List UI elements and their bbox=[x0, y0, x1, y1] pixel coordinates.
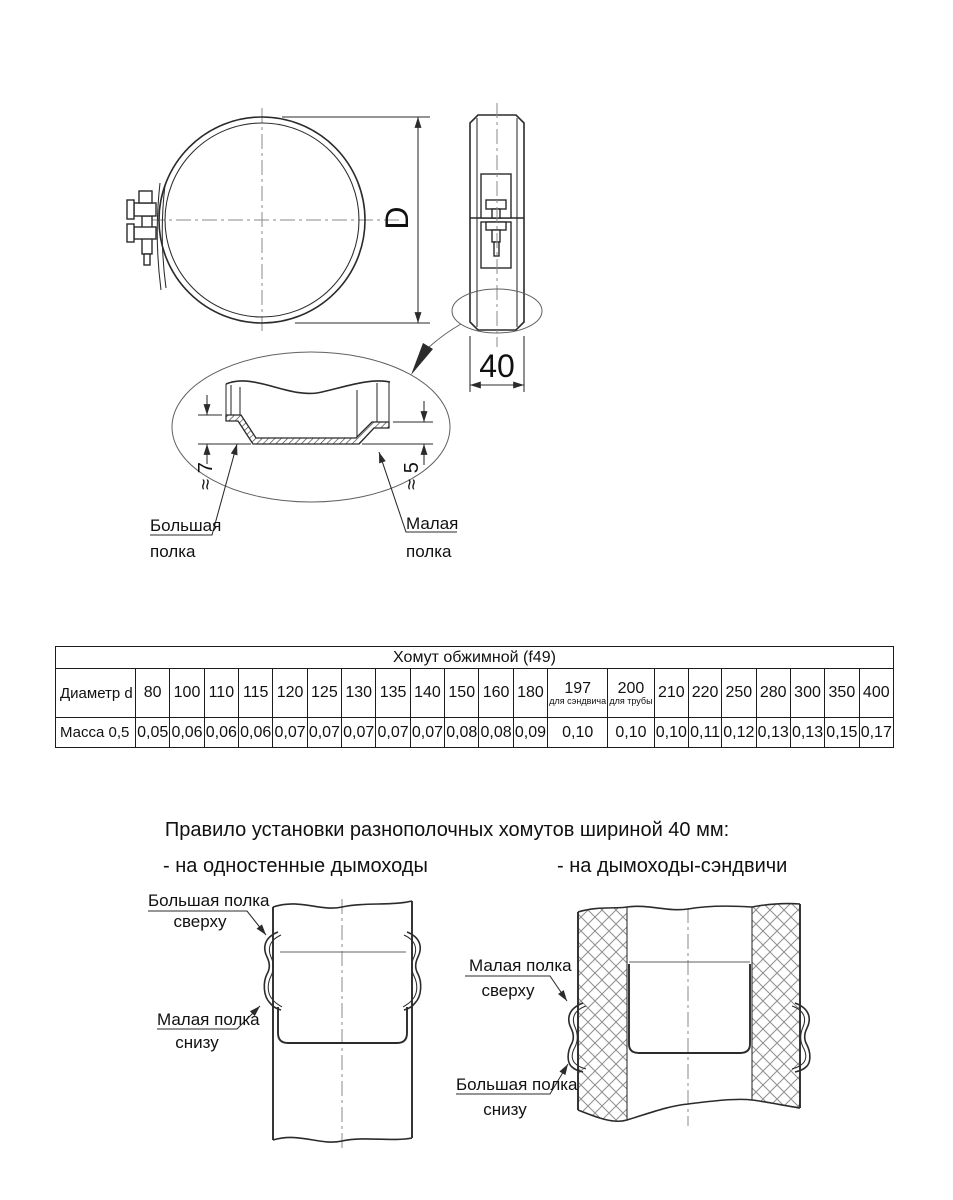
diameter-cell: 400 bbox=[859, 669, 893, 718]
diameter-cell: 140 bbox=[410, 669, 444, 718]
diameter-cell: 300 bbox=[790, 669, 824, 718]
label-line1: Малая полка bbox=[469, 956, 572, 975]
diameter-note: для сэндвича bbox=[549, 695, 607, 706]
single-wall-diagram bbox=[148, 891, 421, 1149]
mass-row bbox=[56, 718, 894, 748]
rules-title: Правило установки разнополочных хомутов шириной 40 мм: bbox=[164, 819, 730, 841]
table-title: Хомут обжимной (f49) bbox=[56, 647, 894, 669]
diameter-cell: 80 bbox=[136, 669, 170, 718]
diameter-cell: 350 bbox=[825, 669, 859, 718]
diameter-cell: 120 bbox=[273, 669, 307, 718]
mass-cell: 0,05 bbox=[136, 718, 170, 748]
diameter-cell: 160 bbox=[479, 669, 513, 718]
mass-cell: 0,12 bbox=[722, 718, 756, 748]
band-section bbox=[226, 415, 389, 444]
mass-cell: 0,08 bbox=[445, 718, 479, 748]
label-line1: Большая полка bbox=[456, 1075, 578, 1094]
diameter-cell: 250 bbox=[722, 669, 756, 718]
rules-left-subtitle: - на одностенные дымоходы bbox=[163, 855, 428, 877]
mass-cell: 0,07 bbox=[342, 718, 376, 748]
rules-right-subtitle: - на дымоходы-сэндвичи bbox=[557, 855, 788, 877]
diameter-cell: 110 bbox=[204, 669, 238, 718]
diameter-cell: 130 bbox=[342, 669, 376, 718]
mass-cell: 0,13 bbox=[790, 718, 824, 748]
diameter-cell: 220 bbox=[689, 669, 722, 718]
dim-width-label: 40 bbox=[479, 348, 515, 384]
dim-5-label: ≈ 5 bbox=[401, 462, 423, 490]
dimension-diameter bbox=[282, 117, 430, 323]
diameter-cell: 280 bbox=[756, 669, 790, 718]
detail-view bbox=[150, 352, 458, 561]
mass-cell: 0,07 bbox=[410, 718, 444, 748]
diameter-cell: 210 bbox=[654, 669, 688, 718]
diameter-cell: 200 для трубы bbox=[608, 669, 654, 718]
diameter-cell: 115 bbox=[239, 669, 273, 718]
bolt-lock bbox=[127, 191, 156, 265]
label-line1: Большая полка bbox=[148, 891, 270, 910]
sandwich-diagram bbox=[456, 904, 810, 1126]
band-lug bbox=[162, 185, 166, 288]
table-title-row bbox=[56, 647, 894, 669]
callout-arrow-icon bbox=[411, 343, 433, 375]
label-line2: сверху bbox=[481, 981, 535, 1000]
big-flange-line1: Большая bbox=[150, 516, 222, 535]
sandwich-bottom-label bbox=[456, 1064, 578, 1119]
mass-cell: 0,06 bbox=[170, 718, 204, 748]
mass-cell: 0,09 bbox=[513, 718, 547, 748]
diameter-cell: 100 bbox=[170, 669, 204, 718]
diameter-row-label: Диаметр d bbox=[56, 669, 136, 718]
single-wall-bottom-label bbox=[157, 1006, 260, 1052]
single-wall-top-label bbox=[148, 891, 270, 935]
label-line2: снизу bbox=[483, 1100, 527, 1119]
clamp-front-view bbox=[127, 108, 430, 332]
diameter-row bbox=[56, 669, 894, 718]
small-flange-line2: полка bbox=[406, 542, 452, 561]
diameter-cell: 150 bbox=[445, 669, 479, 718]
diameter-cell: 180 bbox=[513, 669, 547, 718]
mass-cell: 0,10 bbox=[608, 718, 654, 748]
mass-cell: 0,10 bbox=[654, 718, 688, 748]
mass-cell: 0,10 bbox=[548, 718, 608, 748]
diameter-cell: 197 для сэндвича bbox=[548, 669, 608, 718]
spec-table bbox=[55, 646, 894, 748]
diameter-note: для трубы bbox=[609, 695, 653, 706]
label-line2: сверху bbox=[173, 912, 227, 931]
mass-cell: 0,13 bbox=[756, 718, 790, 748]
diameter-cell: 125 bbox=[307, 669, 341, 718]
dim-7-label: ≈ 7 bbox=[195, 462, 217, 490]
mass-row-label: Масса 0,5 bbox=[56, 718, 136, 748]
mass-cell: 0,11 bbox=[689, 718, 722, 748]
diameter-cell: 135 bbox=[376, 669, 410, 718]
mass-cell: 0,08 bbox=[479, 718, 513, 748]
mass-cell: 0,07 bbox=[273, 718, 307, 748]
dimension-big-flange bbox=[195, 395, 251, 490]
mass-cell: 0,07 bbox=[376, 718, 410, 748]
mass-cell: 0,06 bbox=[204, 718, 238, 748]
mass-cell: 0,17 bbox=[859, 718, 893, 748]
insulation-left bbox=[578, 907, 627, 1121]
mass-cell: 0,07 bbox=[307, 718, 341, 748]
small-flange-line1: Малая bbox=[406, 514, 459, 533]
label-line2: снизу bbox=[175, 1033, 219, 1052]
dim-d-label: D bbox=[379, 206, 415, 230]
dimension-small-flange bbox=[362, 401, 433, 490]
mass-cell: 0,06 bbox=[239, 718, 273, 748]
sandwich-top-label bbox=[465, 956, 572, 1001]
label-line1: Малая полка bbox=[157, 1010, 260, 1029]
mass-cell: 0,15 bbox=[825, 718, 859, 748]
big-flange-line2: полка bbox=[150, 542, 196, 561]
bolt-lock-side bbox=[481, 174, 511, 268]
big-flange-label bbox=[150, 444, 237, 561]
clamp-side-view bbox=[411, 103, 542, 392]
